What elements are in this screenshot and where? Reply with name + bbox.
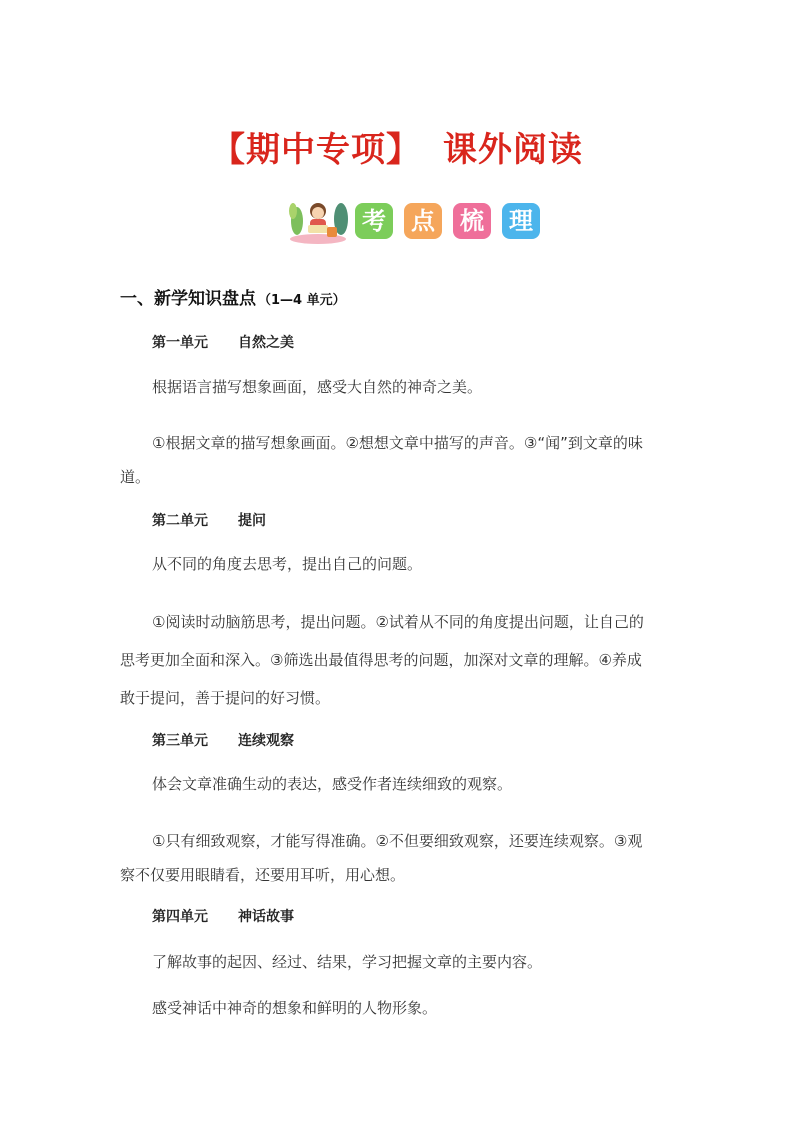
banner-tile-li: 理 [502, 203, 540, 239]
unit-3-label: 第三单元 [152, 733, 208, 749]
unit-3-heading [152, 730, 294, 750]
unit-4-goal [120, 951, 678, 972]
banner-tile-shu: 梳 [453, 203, 491, 239]
unit-1-heading [152, 332, 294, 352]
unit-4-heading [152, 906, 294, 926]
section-heading-sub: （1—4 单元） [258, 293, 346, 308]
banner-tile-kao: 考 [355, 203, 393, 239]
unit-2-goal-line: 从不同的角度去思考，提出自己的问题。 [152, 555, 423, 573]
section-heading [120, 284, 346, 309]
unit-3-goal [120, 773, 678, 794]
unit-2-points-line-3: 敢于提问，善于提问的好习惯。 [120, 689, 331, 707]
unit-4-goal-2-line: 感受神话中神奇的想象和鲜明的人物形象。 [152, 999, 438, 1017]
unit-2-points-line-2: 思考更加全面和深入。③筛选出最值得思考的问题，加深对文章的理解。④养成 [120, 651, 642, 669]
unit-1-points-line-2: 道。 [120, 468, 151, 486]
banner-tile-dian: 点 [404, 203, 442, 239]
unit-2-points [120, 603, 678, 717]
section-heading-text: 一、新学知识盘点 [120, 289, 256, 309]
unit-3-points [120, 824, 678, 892]
unit-2-label: 第二单元 [152, 513, 208, 529]
unit-4-goal-2 [120, 997, 678, 1018]
title-bracket-text: 【期中专项】 [211, 130, 421, 170]
page-title [0, 122, 794, 171]
title-main-text: 课外阅读 [443, 130, 583, 170]
unit-3-goal-line: 体会文章准确生动的表达，感受作者连续细致的观察。 [152, 775, 513, 793]
unit-2-name: 提问 [238, 513, 266, 529]
unit-2-points-line-1: ①阅读时动脑筋思考，提出问题。②试着从不同的角度提出问题，让自己的 [152, 613, 644, 631]
unit-4-label: 第四单元 [152, 909, 208, 925]
unit-2-heading [152, 510, 266, 530]
unit-1-goal [120, 376, 678, 397]
unit-1-name: 自然之美 [238, 335, 294, 351]
unit-3-points-line-1: ①只有细致观察，才能写得准确。②不但要细致观察，还要连续观察。③观 [152, 832, 643, 850]
unit-1-goal-line: 根据语言描写想象画面，感受大自然的神奇之美。 [152, 378, 483, 396]
unit-4-name: 神话故事 [238, 909, 294, 925]
unit-1-points [120, 426, 678, 494]
unit-1-label: 第一单元 [152, 335, 208, 351]
unit-1-points-line-1: ①根据文章的描写想象画面。②想想文章中描写的声音。③“闻”到文章的味 [152, 434, 643, 452]
unit-3-points-line-2: 察不仅要用眼睛看，还要用耳听，用心想。 [120, 866, 406, 884]
unit-4-goal-line: 了解故事的起因、经过、结果，学习把握文章的主要内容。 [152, 953, 543, 971]
unit-3-name: 连续观察 [238, 733, 294, 749]
unit-2-goal [120, 553, 678, 574]
reading-girl-illustration-icon [285, 197, 351, 245]
